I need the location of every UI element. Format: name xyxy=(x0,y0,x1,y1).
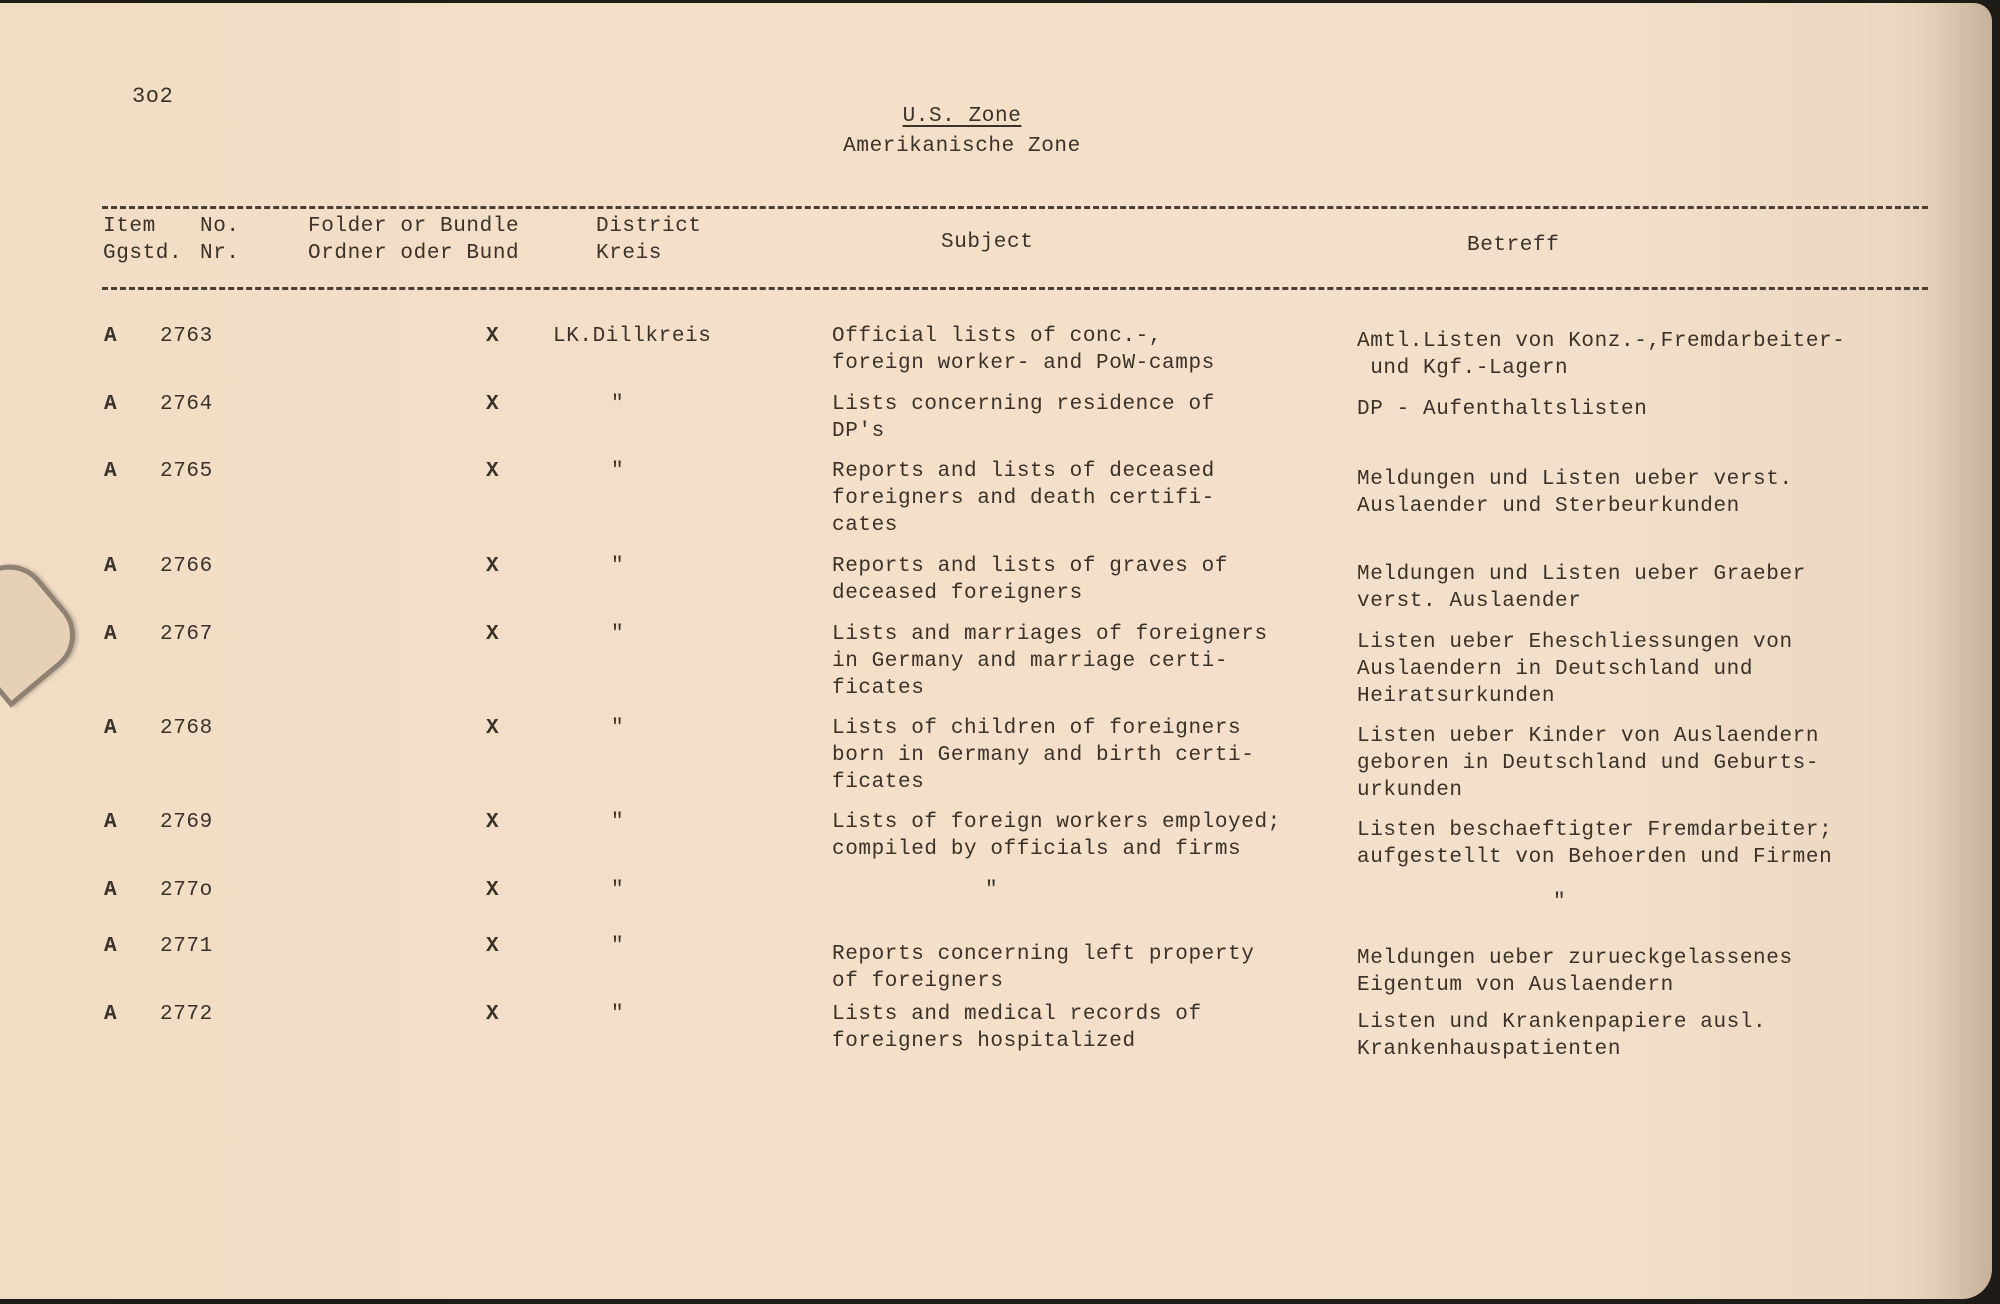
cell-number: 2768 xyxy=(160,717,213,740)
cell-item: A xyxy=(104,623,118,646)
zone-subtitle: Amerikanische Zone xyxy=(843,135,1081,158)
cell-number: 2769 xyxy=(160,811,213,834)
cell-item: A xyxy=(104,460,118,483)
page-number: 3o2 xyxy=(132,84,174,109)
cell-district: " xyxy=(611,935,625,958)
col-item-de: Ggstd. xyxy=(103,242,183,265)
cell-number: 2772 xyxy=(160,1003,213,1026)
col-subject: Subject xyxy=(941,231,1034,254)
col-district-de: Kreis xyxy=(596,242,663,265)
col-district-en: District xyxy=(596,215,702,238)
cell-folder: X xyxy=(486,879,500,902)
cell-betreff: Listen ueber Eheschliessungen von Auslaendern in Deutschland und Heiratsurkunden xyxy=(1357,631,1793,708)
cell-betreff: Meldungen ueber zurueckgelassenes Eigentum von Auslaendern xyxy=(1357,947,1793,997)
cell-folder: X xyxy=(486,1003,500,1026)
cell-district: LK.Dillkreis xyxy=(553,325,712,348)
cell-subject: Reports and lists of graves of deceased foreigners xyxy=(832,555,1229,605)
cell-number: 2766 xyxy=(160,555,213,578)
col-betreff: Betreff xyxy=(1467,234,1560,257)
cell-number: 2771 xyxy=(160,935,213,958)
cell-item: A xyxy=(104,393,118,416)
cell-subject: Reports and lists of deceased foreigners and death certifi- cates xyxy=(832,460,1215,537)
cell-betreff: Meldungen und Listen ueber verst. Auslaender und Sterbeurkunden xyxy=(1357,468,1793,518)
cell-folder: X xyxy=(486,935,500,958)
cell-item: A xyxy=(104,1003,118,1026)
cell-item: A xyxy=(104,811,118,834)
cell-subject: Lists and marriages of foreigners in Germany and marriage certi- ficates xyxy=(832,623,1268,700)
header-rule-bottom xyxy=(102,287,1928,290)
col-folder-en: Folder or Bundle xyxy=(308,215,520,238)
cell-betreff: DP - Aufenthaltslisten xyxy=(1357,398,1648,421)
cell-number: 2767 xyxy=(160,623,213,646)
cell-item: A xyxy=(104,325,118,348)
cell-folder: X xyxy=(486,555,500,578)
cell-subject: Lists and medical records of foreigners hospitalized xyxy=(832,1003,1202,1053)
cell-number: 277o xyxy=(160,879,213,902)
cell-district: " xyxy=(611,460,625,483)
cell-betreff: " xyxy=(1553,891,1567,914)
cell-subject: Lists concerning residence of DP's xyxy=(832,393,1215,443)
col-folder-de: Ordner oder Bund xyxy=(308,242,520,265)
col-no-de: Nr. xyxy=(200,242,240,265)
cell-district: " xyxy=(611,623,625,646)
document-page xyxy=(0,3,1992,1299)
col-item-en: Item xyxy=(103,215,156,238)
cell-folder: X xyxy=(486,717,500,740)
cell-subject: Official lists of conc.-, foreign worker- and PoW-camps xyxy=(832,325,1215,375)
cell-district: " xyxy=(611,717,625,740)
cell-betreff: Listen beschaeftigter Fremdarbeiter; aufgestellt von Behoerden und Firmen xyxy=(1357,819,1833,869)
cell-item: A xyxy=(104,879,118,902)
cell-betreff: Amtl.Listen von Konz.-,Fremdarbeiter- und Kgf.-Lagern xyxy=(1357,330,1846,380)
cell-district: " xyxy=(611,879,625,902)
cell-item: A xyxy=(104,717,118,740)
binder-tab xyxy=(0,548,91,707)
cell-betreff: Listen und Krankenpapiere ausl. Krankenhauspatienten xyxy=(1357,1011,1767,1061)
cell-subject: Reports concerning left property of foreigners xyxy=(832,943,1255,993)
cell-betreff: Meldungen und Listen ueber Graeber verst. Auslaender xyxy=(1357,563,1806,613)
cell-folder: X xyxy=(486,811,500,834)
cell-subject: Lists of children of foreigners born in Germany and birth certi- ficates xyxy=(832,717,1255,794)
zone-title: U.S. Zone xyxy=(902,105,1022,128)
cell-folder: X xyxy=(486,623,500,646)
cell-district: " xyxy=(611,811,625,834)
cell-number: 2765 xyxy=(160,460,213,483)
cell-district: " xyxy=(611,393,625,416)
cell-folder: X xyxy=(486,325,500,348)
cell-number: 2763 xyxy=(160,325,213,348)
cell-subject: Lists of foreign workers employed; compiled by officials and firms xyxy=(832,811,1281,861)
cell-subject: " xyxy=(985,879,999,902)
cell-number: 2764 xyxy=(160,393,213,416)
cell-district: " xyxy=(611,555,625,578)
col-no-en: No. xyxy=(200,215,240,238)
cell-district: " xyxy=(611,1003,625,1026)
cell-item: A xyxy=(104,555,118,578)
cell-folder: X xyxy=(486,393,500,416)
cell-item: A xyxy=(104,935,118,958)
header-rule-top xyxy=(102,206,1928,209)
cell-betreff: Listen ueber Kinder von Auslaendern geboren in Deutschland und Geburts- urkunden xyxy=(1357,725,1820,802)
cell-folder: X xyxy=(486,460,500,483)
